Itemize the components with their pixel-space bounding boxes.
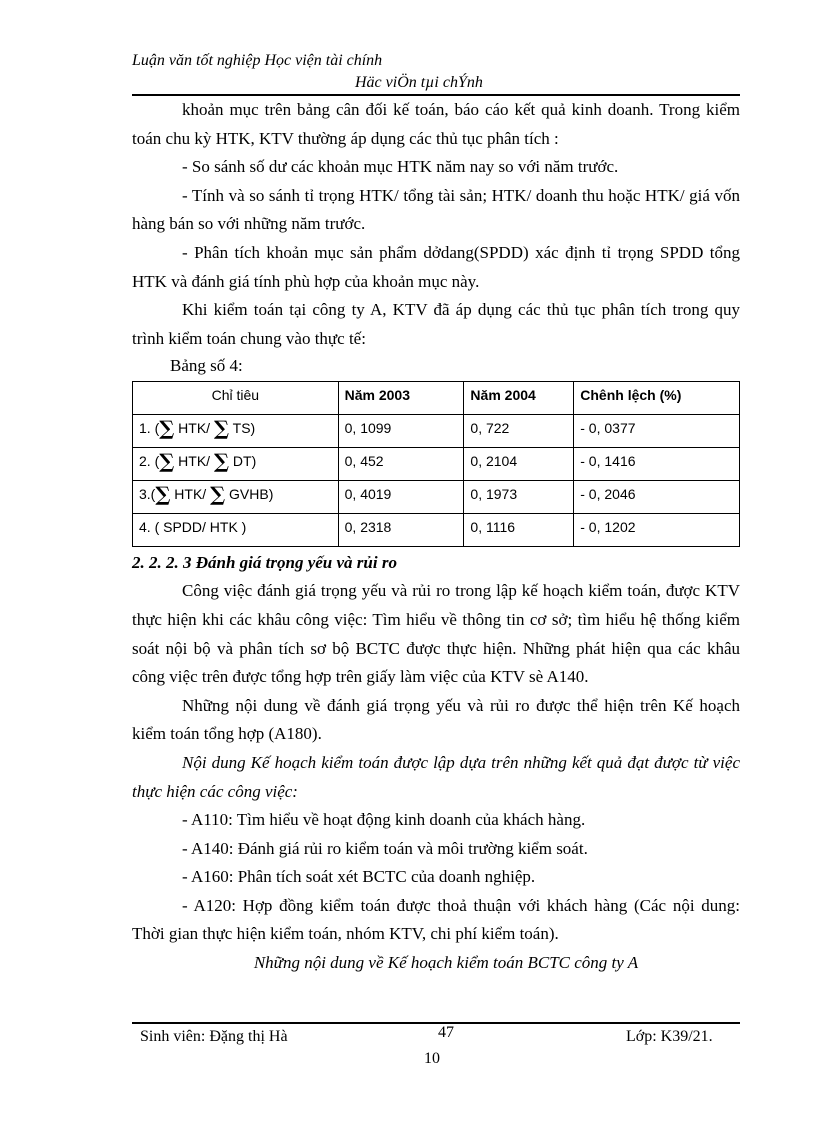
table-caption: Bảng số 4: [170, 356, 243, 376]
table-row [133, 448, 740, 481]
sigma-symbol: ∑ [213, 416, 230, 441]
table-header-cell: Năm 2004 [464, 382, 574, 415]
paragraph: Những nội dung về đánh giá trọng yếu và rủi ro được thể hiện trên Kế hoạch kiểm toán tổng hợp (A180). [132, 695, 740, 744]
table-row [133, 415, 740, 448]
label-part: 3.( [139, 486, 156, 503]
table-cell: 0, 452 [338, 448, 464, 481]
table-cell: - 0, 1416 [574, 448, 740, 481]
footer-student-name: Sinh viên: Đặng thị Hà [140, 1028, 288, 1045]
analysis-table [132, 381, 740, 547]
header-title: Luận văn tốt nghiệp Học viện tài chính [132, 52, 383, 69]
table-cell-label [133, 481, 339, 514]
label-part: HTK/ [174, 453, 214, 470]
table-row [133, 481, 740, 514]
label-part: 2. ( [139, 453, 160, 470]
list-item: - A110: Tìm hiểu về hoạt động kinh doanh của khách hàng. [182, 810, 586, 830]
label-part: HTK/ [170, 486, 211, 503]
document-body [132, 96, 740, 978]
table-cell: 0, 1116 [464, 514, 574, 547]
table-cell-label: 4. ( SPDD/ HTK ) [133, 514, 339, 547]
paragraph: - Phân tích khoản mục sản phẩm dởdang(SPDD) xác định tỉ trọng SPDD tổng HTK và đánh giá tính phù hợp của khoản mục này. [132, 242, 740, 291]
sigma-symbol: ∑ [213, 449, 230, 474]
label-part: DT) [229, 453, 257, 470]
table-cell: 0, 4019 [338, 481, 464, 514]
footer-page-number-secondary: 10 [424, 1050, 440, 1067]
paragraph: Công việc đánh giá trọng yếu và rủi ro trong lập kế hoạch kiểm toán, được KTV thực hiện khi các khâu công việc: Tìm hiểu về thông tin cơ sở; tìm hiểu hệ thống kiểm soát nội bộ và phân tích sơ bộ BCTC được thực hiện. Những phát hiện qua các khâu công việc trên được tổng hợp trên giấy làm việc của KTV sè A140. [132, 581, 740, 687]
table-cell: - 0, 2046 [574, 481, 740, 514]
table-cell: - 0, 0377 [574, 415, 740, 448]
sigma-symbol: ∑ [155, 482, 171, 507]
section-heading: 2. 2. 2. 3 Đánh giá trọng yếu và rủi ro [132, 553, 397, 573]
label-part: TS) [229, 420, 256, 437]
table-header-cell: Năm 2003 [338, 382, 464, 415]
table-cell-label [133, 415, 339, 448]
table-header-cell: Chỉ tiêu [133, 382, 339, 415]
table-row [133, 514, 740, 547]
closing-caption: Những nội dung về Kế hoạch kiểm toán BCTC công ty A [253, 953, 639, 973]
paragraph: - So sánh số dư các khoản mục HTK năm nay so với năm trước. [182, 157, 619, 177]
sigma-symbol: ∑ [159, 416, 175, 441]
header-subtitle: Häc viÖn tµi chÝnh [355, 74, 483, 91]
list-item: - A160: Phân tích soát xét BCTC của doanh nghiệp. [182, 867, 536, 887]
table-cell: - 0, 1202 [574, 514, 740, 547]
list-item: - A120: Hợp đồng kiểm toán được thoả thuận với khách hàng (Các nội dung: Thời gian thực hiện kiểm toán, nhóm KTV, chi phí kiểm toán). [132, 895, 740, 944]
table-header-cell: Chênh lệch (%) [574, 382, 740, 415]
label-part: GVHB) [225, 486, 274, 503]
footer-class: Lớp: K39/21. [626, 1028, 713, 1045]
table-cell-label [133, 448, 339, 481]
list-item: - A140: Đánh giá rủi ro kiểm toán và môi trường kiểm soát. [182, 838, 588, 858]
table-cell: 0, 1973 [464, 481, 574, 514]
paragraph: - Tính và so sánh tỉ trọng HTK/ tổng tài sản; HTK/ doanh thu hoặc HTK/ giá vốn hàng bán so với những năm trước. [132, 185, 740, 234]
table-cell: 0, 2318 [338, 514, 464, 547]
label-part: 1. ( [139, 420, 160, 437]
table-header-row [133, 382, 740, 415]
table-cell: 0, 722 [464, 415, 574, 448]
footer-divider [132, 1022, 740, 1024]
sigma-symbol: ∑ [159, 449, 175, 474]
table-cell: 0, 1099 [338, 415, 464, 448]
sigma-symbol: ∑ [210, 482, 226, 507]
italic-paragraph: Nội dung Kế hoạch kiểm toán được lập dựa trên những kết quả đạt được từ việc thực hiện các công việc: [132, 752, 740, 801]
footer-page-number: 47 [438, 1024, 454, 1041]
table-cell: 0, 2104 [464, 448, 574, 481]
paragraph: khoản mục trên bảng cân đối kế toán, báo cáo kết quả kinh doanh. Trong kiểm toán chu kỳ HTK, KTV thường áp dụng các thủ tục phân tích : [132, 100, 740, 148]
label-part: HTK/ [174, 420, 214, 437]
paragraph: Khi kiểm toán tại công ty A, KTV đã áp dụng các thủ tục phân tích trong quy trình kiểm toán chung vào thực tế: [132, 300, 740, 348]
